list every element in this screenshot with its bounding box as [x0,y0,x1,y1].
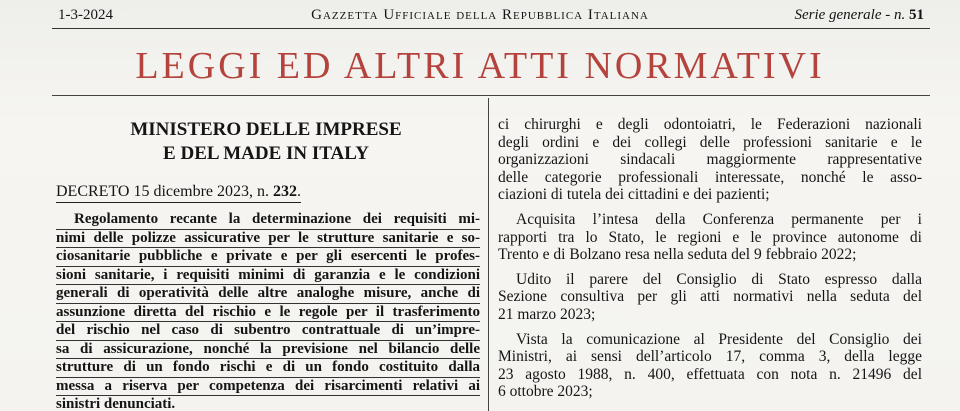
text-line: Acquisita l’intesa della Conferenza permanente per i [516,210,922,228]
regolamento-line: ciosanitarie pubbliche e private e per gli esercenti le profes- [56,248,480,267]
section-title: LEGGI ED ALTRI ATTI NORMATIVI [135,45,825,87]
series-number: 51 [909,7,924,23]
publication-name: Gazzetta Ufficiale della Repubblica Italiana [311,7,649,23]
ministry-line-1: MINISTERO DELLE IMPRESE [130,119,402,140]
ministry-line-2: E DEL MADE IN ITALY [163,143,369,164]
regolamento-line: generali di operatività delle altre analoghe misure, anche di [56,285,480,304]
section-rule [52,95,930,96]
paragraph-intesa [498,211,922,264]
text-line: Trento e di Bolzano resa nella seduta del 9 febbraio 2022; [498,246,857,264]
decree-reference [56,183,301,203]
text-line: ci chirurghi e degli odontoiatri, le Federazioni nazionali [498,116,922,133]
text-line: degli ordini e dei collegi delle professioni sanitarie e le [498,133,922,151]
text-line: Vista la comunicazione al Presidente del Consiglio dei [516,330,922,348]
regolamento-summary [56,211,480,411]
text-line: 21 marzo 2023; [498,305,596,323]
ministry-heading [56,118,476,166]
issue-date: 1-3-2024 [58,7,113,23]
header-rule [52,28,930,29]
regolamento-line: Regolamento recante la determinazione dei requisiti mi- [56,211,480,230]
paragraph-associations [498,116,922,204]
regolamento-line: sa di assicurazione, nonché la previsione nel bilancio delle [56,341,480,360]
regolamento-line: nimi delle polizze assicurative per le strutture sanitarie e so- [56,230,480,249]
decree-prefix: DECRETO 15 dicembre 2023, n. [56,183,270,200]
text-line: 6 ottobre 2023; [498,383,593,401]
column-divider [488,98,489,411]
text-line: Ministri, ai sensi dell’articolo 17, comma 3, della legge [498,348,922,366]
text-line: organizzazioni sindacali maggiormente rappresentative [498,151,922,169]
series-info [794,6,924,24]
regolamento-line: sioni sanitarie, i requisiti minimi di garanzia e le condizioni [56,267,480,286]
text-line: Sezione consultiva per gli atti normativi nella seduta del [498,288,922,306]
decree-suffix: . [297,183,302,200]
regolamento-line: strutture di un fondo rischi e di un fondo costituito dalla [56,359,480,378]
text-line: delle categorie professionali interessate, nonché le asso- [498,168,922,186]
paragraph-parere [498,271,922,324]
text-line: Udito il parere del Consiglio di Stato espresso dalla [516,270,922,288]
text-line: ciazioni di tutela dei cittadini e dei pazienti; [498,186,770,204]
regolamento-line: sinistri denunciati. [56,396,480,411]
text-line: 23 agosto 1988, n. 400, effettuata con nota n. 21496 del [498,365,922,383]
regolamento-line: messa a riserva per competenza dei risarcimenti relativi ai [56,378,480,397]
regolamento-line: del rischio nel caso di subentro contrattuale di un’impre- [56,322,480,341]
paragraph-comunicazione [498,331,922,401]
decree-number: 232 [273,183,298,200]
regolamento-line: assunzione diretta del rischio e le regole per il trasferimento [56,304,480,323]
series-prefix: Serie generale - n. [794,7,906,23]
right-column-text [498,116,922,408]
text-line: rapporti tra lo Stato, le regioni e le province autonome di [498,228,922,246]
